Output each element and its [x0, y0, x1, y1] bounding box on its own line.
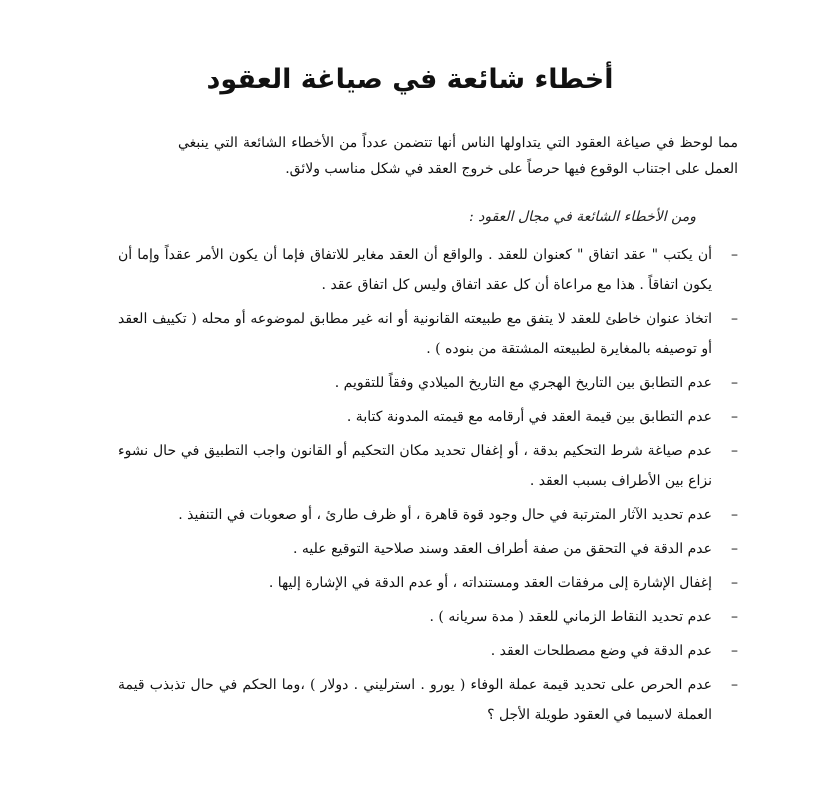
list-item-text: عدم الدقة في وضع مصطلحات العقد . — [490, 643, 712, 659]
list-item-text: عدم تحديد الآثار المترتبة في حال وجود قوة قاهرة ، أو ظرف طارئ ، أو صعوبات في التنفيذ . — [178, 507, 712, 523]
list-item-text: عدم الدقة في التحقق من صفة أطراف العقد وسند صلاحية التوقيع عليه . — [293, 541, 712, 557]
list-item-text: عدم تحديد النقاط الزماني للعقد ( مدة سريانه ) . — [429, 609, 712, 625]
intro-paragraph: مما لوحظ في صياغة العقود التي يتداولها الناس أنها تتضمن عدداً من الأخطاء الشائعة التي ينبغي العمل على اجتناب الوقوع فيها حرصاً على خروج العقد في شكل مناسب ولائق. — [178, 135, 738, 177]
list-item-text: عدم التطابق بين التاريخ الهجري مع التاريخ الميلادي وفقاً للتقويم . — [334, 375, 712, 391]
list-item — [118, 368, 738, 398]
list-item — [118, 436, 738, 496]
errors-list — [118, 240, 738, 734]
bullet-dash: – — [731, 609, 738, 625]
bullet-dash: – — [731, 643, 738, 659]
list-item — [118, 568, 738, 598]
list-item — [118, 670, 738, 730]
list-item — [118, 402, 738, 432]
list-item-text: اتخاذ عنوان خاطئ للعقد لا يتفق مع طبيعته القانونية أو انه غير مطابق لموضوعه أو محله ( تكييف العقد أو توصيفه بالمغايرة لطبيعته المشتقة من بنوده ) . — [118, 311, 712, 357]
bullet-dash: – — [731, 443, 738, 459]
bullet-dash: – — [731, 409, 738, 425]
list-item-text: إغفال الإشارة إلى مرفقات العقد ومستنداته ، أو عدم الدقة في الإشارة إليها . — [268, 575, 712, 591]
list-item — [118, 500, 738, 530]
list-item — [118, 240, 738, 300]
list-item — [118, 602, 738, 632]
bullet-dash: – — [731, 507, 738, 523]
bullet-dash: – — [731, 247, 738, 263]
bullet-dash: – — [731, 541, 738, 557]
subheading: ومن الأخطاء الشائعة في مجال العقود : — [468, 209, 696, 225]
list-item-text: عدم صياغة شرط التحكيم بدقة ، أو إغفال تحديد مكان التحكيم أو القانون واجب التطبيق في حال نشوء نزاع بين الأطراف بسبب العقد . — [118, 443, 712, 489]
list-item — [118, 636, 738, 666]
bullet-dash: – — [731, 677, 738, 693]
bullet-dash: – — [731, 311, 738, 327]
list-item-text: عدم الحرص على تحديد قيمة عملة الوفاء ( يورو . استرليني . دولار ) ،وما الحكم في حال تذبذب قيمة العملة لاسيما في العقود طويلة الأجل ؟ — [118, 677, 712, 723]
list-item-text: أن يكتب " عقد اتفاق " كعنوان للعقد . والواقع أن العقد مغاير للاتفاق فإما أن يكون الأمر عقداً وإما أن يكون اتفاقاً . هذا مع مراعاة أن كل عقد اتفاق وليس كل اتفاق عقد . — [118, 247, 712, 293]
list-item-text: عدم التطابق بين قيمة العقد في أرقامه مع قيمته المدونة كتابة . — [346, 409, 712, 425]
document-title: أخطاء شائعة في صياغة العقود — [206, 64, 614, 95]
bullet-dash: – — [731, 575, 738, 591]
list-item — [118, 304, 738, 364]
list-item — [118, 534, 738, 564]
bullet-dash: – — [731, 375, 738, 391]
